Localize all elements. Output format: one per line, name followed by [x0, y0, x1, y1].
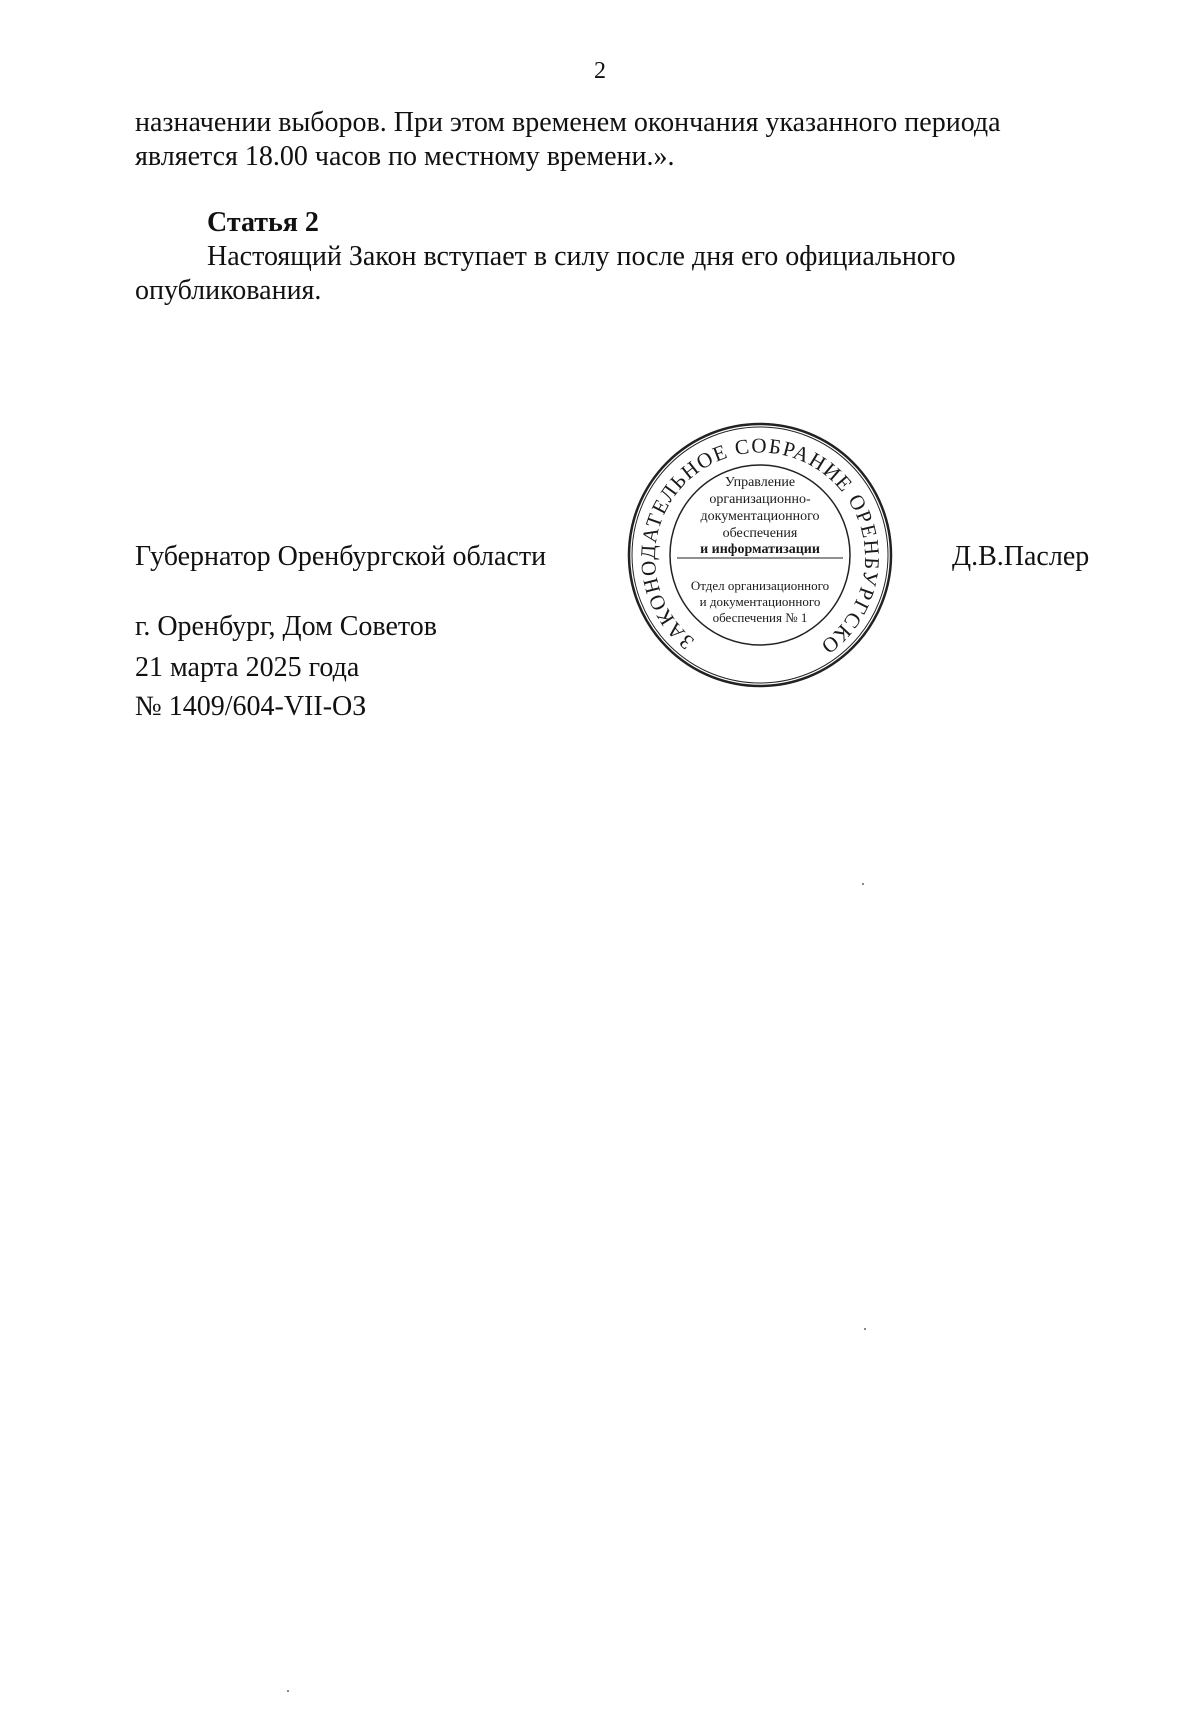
seal-text-1: Управление: [724, 475, 796, 490]
official-seal: [625, 420, 895, 690]
article-paragraph: [135, 240, 1100, 308]
scan-speck: [287, 1690, 289, 1692]
intro-paragraph: [135, 106, 1100, 174]
seal-text-7: и документационного: [699, 594, 821, 609]
article-heading: Статья 2: [207, 207, 319, 238]
seal-ring-text: ЗАКОНОДАТЕЛЬНОЕ СОБРАНИЕ ОРЕНБУРГСКО: [635, 433, 885, 660]
seal-text-3: документационного: [700, 509, 820, 524]
signing-date: 21 марта 2025 года: [135, 652, 360, 683]
signing-place: г. Оренбург, Дом Советов: [135, 611, 437, 642]
seal-text-2: организационно-: [709, 492, 811, 507]
page-number: 2: [594, 58, 606, 84]
seal-text-5: и информатизации: [700, 542, 820, 557]
intro-line-1: назначении выборов. При этом временем окончания указанного периода: [135, 107, 1001, 138]
law-number: № 1409/604-VII-ОЗ: [135, 691, 367, 722]
seal-text-4: обеспечения: [722, 526, 798, 541]
seal-text-6: Отдел организационного: [690, 578, 830, 593]
scan-speck: [862, 883, 864, 885]
article-line-1: Настоящий Закон вступает в силу после дня его официального: [207, 241, 956, 272]
seal-text-8: обеспечения № 1: [712, 610, 808, 625]
signatory-name: Д.В.Паслер: [952, 541, 1090, 572]
intro-line-2: является 18.00 часов по местному времени.».: [135, 141, 675, 172]
governor-position: Губернатор Оренбургской области: [135, 541, 547, 572]
article-line-2: опубликования.: [135, 275, 322, 306]
scan-speck: [864, 1328, 866, 1330]
seal-graphic: [625, 420, 895, 690]
